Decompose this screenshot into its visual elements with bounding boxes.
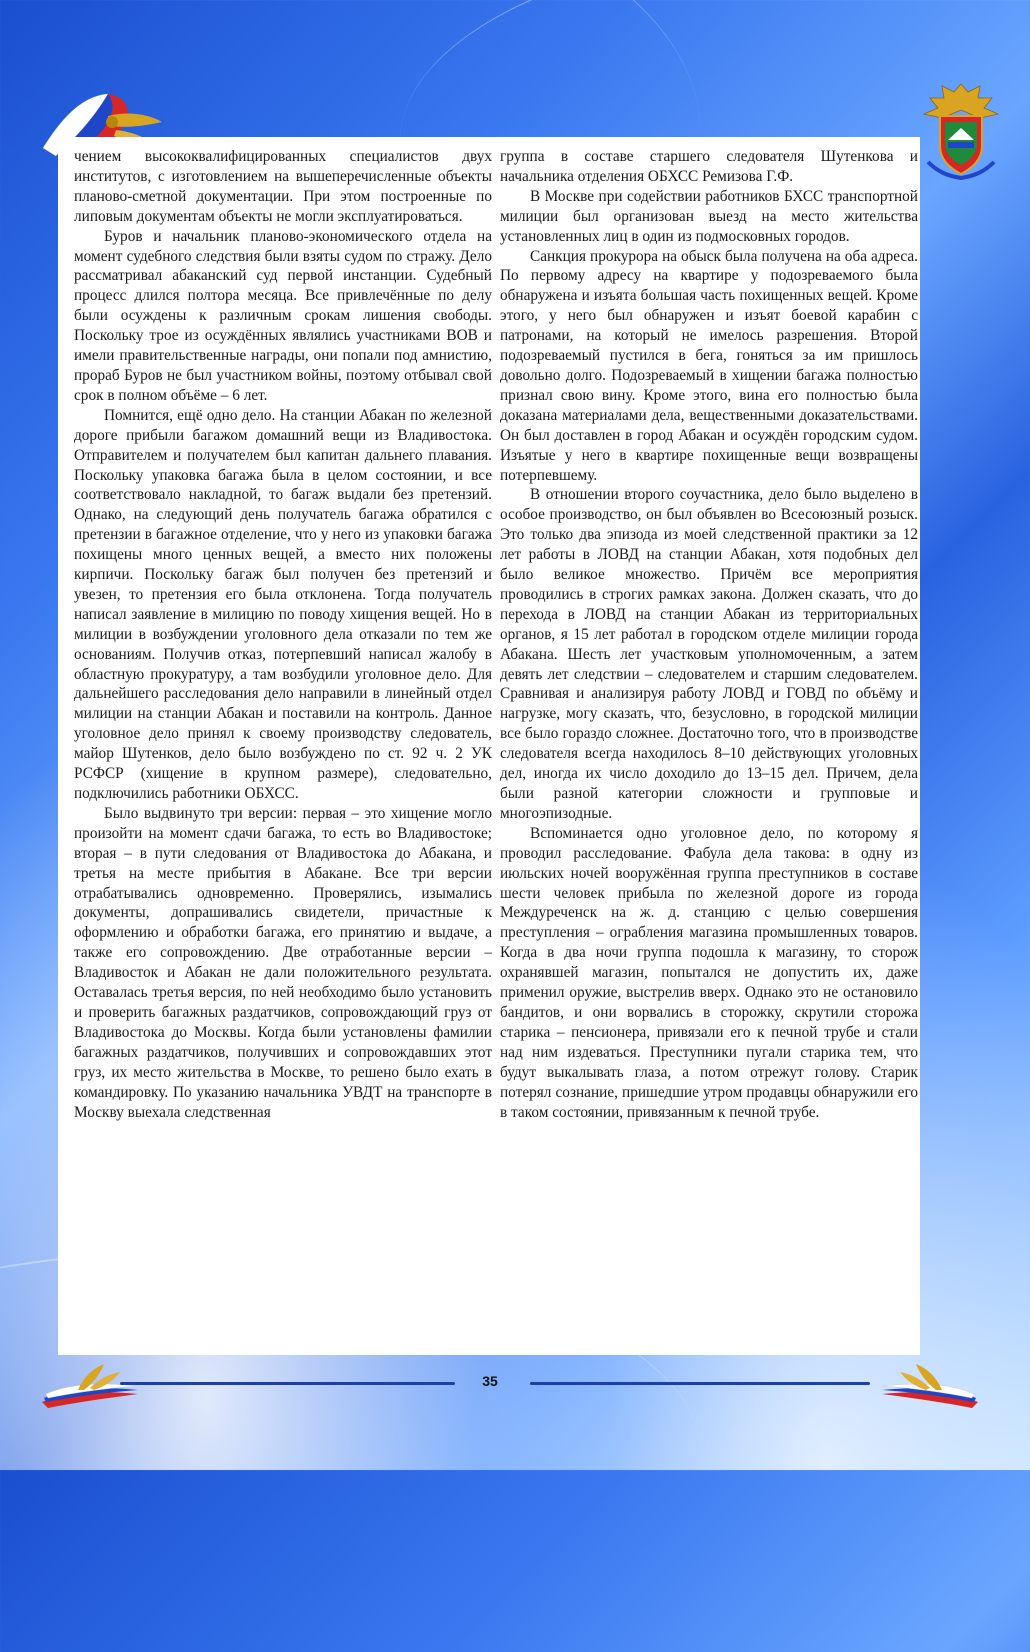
paragraph: Буров и начальник планово-экономического отдела на момент судебного следствия были взяты судом по стражу. Дело рассматривал абаканский суд первой инстанции. Судебный процесс длился полтора месяца. Все привлечённые по делу были осуждены к различным срокам лишения свободы. Поскольку трое из осуждённых являлись участниками ВОВ и имели правительственные награды, они попали под амнистию, прораб Буров не был участником войны, поэтому отбывал свой срок в полном объёме – 6 лет.	[74, 227, 492, 404]
paragraph: Было выдвинуто три версии: первая – это хищение могло произойти на момент сдачи багажа, то есть во Владивостоке; вторая – в пути следования от Владивостока до Абакана, и третья на месте прибытия в Абакане. Все три версии отрабатывались одновременно. Проверялись, изымались документы, допрашивались свидетели, причастные к оформлению и обработки багажа, его принятию и выдаче, а также его сопровождению. Две отработанные версии – Владивосток и Абакан не дали положительного результата. Оставалась третья версия, по ней необходимо было установить и проверить багажных раздатчиков, сопровождающий груз от Владивостока до Москвы. Когда были установлены фамилии багажных раздатчиков, получивших и сопровождавших этот груз, их место жительства в Москве, то решено было ехать в командировку. По указанию начальника УВДТ на транспорте в Москву выехала следственная	[74, 804, 492, 1121]
page-number: 35	[482, 1373, 498, 1389]
paragraph: Санкция прокурора на обыск была получена на оба адреса. По первому адресу на квартире у подозреваемого была обнаружена и изъята большая часть похищенных вещей. Кроме этого, у него был обнаружен и изъят боевой карабин с патронами, на который не имелось разрешения. Второй подозреваемый пустился в бега, гоняться за им пришлось довольно долго. Подозреваемый в хищении багажа полностью признал свою вину. Кроме этого, вина его полностью была доказана материалами дела, вещественными доказательствами. Он был доставлен в город Абакан и осуждён городским судом. Изъятые у него в квартире похищенные вещи возвращены потерпевшему.	[500, 247, 918, 484]
paragraph: чением высококвалифицированных специалистов двух институтов, с изготовлением на вышеперечисленные объекты планово-сметной документации. При этом построенные по липовым документам объекты не могли эксплуатироваться.	[74, 148, 492, 225]
laurel-ribbon-icon	[38, 1362, 148, 1408]
paragraph: Вспоминается одно уголовное дело, по которому я проводил расследование. Фабула дела такова: в одну из июльских ночей вооружённая группа преступников в составе шести человек прибыла по железной дороге из города Междуреченск на ж. д. станцию с целью совершения преступления – ограбления магазина промышленных товаров. Когда в два ночи группа подошла к магазину, то сторож охранявшей магазин, попытался не допустить их, даже применил оружие, выстрелив вверх. Однако это не остановило бандитов, и они ворвались в сторожку, скрутили сторожа старика – пенсионера, привязали его к печной трубе и стали над ним издеваться. Преступники пугали старика тем, что будут выкалывать глаза, а потом отрежут голову. Старик потерял сознание, пришедшие утром продавцы обнаружили его в таком состоянии, привязанным к печной трубе.	[500, 824, 918, 1121]
laurel-ribbon-icon	[872, 1362, 982, 1408]
police-eagle-emblem-icon	[918, 80, 1004, 180]
text-column-left	[74, 147, 492, 1122]
paragraph: группа в составе старшего следователя Шутенкова и начальника отделения ОБХСС Ремизова Г.Ф.	[500, 148, 918, 185]
text-column-right	[500, 147, 918, 1122]
paragraph: Помнится, ещё одно дело. На станции Абакан по железной дороге прибыли багажом домашний вещи из Владивостока. Отправителем и получателем был капитан дальнего плавания. Поскольку упаковка багажа была в целом состоянии, и все соответствовало накладной, то багаж выдали без претензий. Однако, на следующий день получатель багажа обратился с претензии в багажное отделение, что у него из упаковки багажа похищены много ценных вещей, а вместо них положены кирпичи. Поскольку багаж был получен без претензий и увезен, то претензия его была отклонена. Тогда получатель написал заявление в милицию по поводу хищения вещей. Но в милиции в возбуждении уголовного дела отказали по тем же основаниям. Получив отказ, потерпевший написал жалобу в областную прокуратуру, а там возбудили уголовное дело. Для дальнейшего расследования дело направили в линейный отдел милиции на станции Абакан и поставили на контроль. Данное уголовное дело принял к своему производству следователь, майор Шутенков, дело было возбуждено по ст. 92 ч. 2 УК РСФСР (хищение в крупном размере), следовательно, подключились работники ОБХСС.	[74, 406, 492, 802]
paragraph: В отношении второго соучастника, дело было выделено в особое производство, он был объявлен во Всесоюзный розыск. Это только два эпизода из моей следственной практики за 12 лет работы в ЛОВД на станции Абакан, хотя подобных дел было великое множество. Причём все мероприятия проводились в строгих рамках закона. Должен сказать, что до перехода в ЛОВД на станции Абакан из территориальных органов, я 15 лет работал в городском отделе милиции города Абакана. Шесть лет участковым уполномоченным, а затем девять лет следствии – следователем и старшим следователем. Сравнивая и анализируя работу ЛОВД и ГОВД по объёму и нагрузке, могу сказать, что, безусловно, в городской милиции все было гораздо сложнее. Достаточно того, что в производстве следователя всегда находилось 8–10 действующих уголовных дел, иногда их число доходило до 13–15 дел. Причем, дела были разной категории сложности и групповые и многоэпизодные.	[500, 486, 918, 822]
footer-line-left	[120, 1382, 455, 1385]
footer-line-right	[530, 1382, 870, 1385]
paragraph: В Москве при содействии работников БХСС транспортной милиции был организован выезд на место жительства установленных лиц в один из подмосковных городов.	[500, 187, 918, 245]
